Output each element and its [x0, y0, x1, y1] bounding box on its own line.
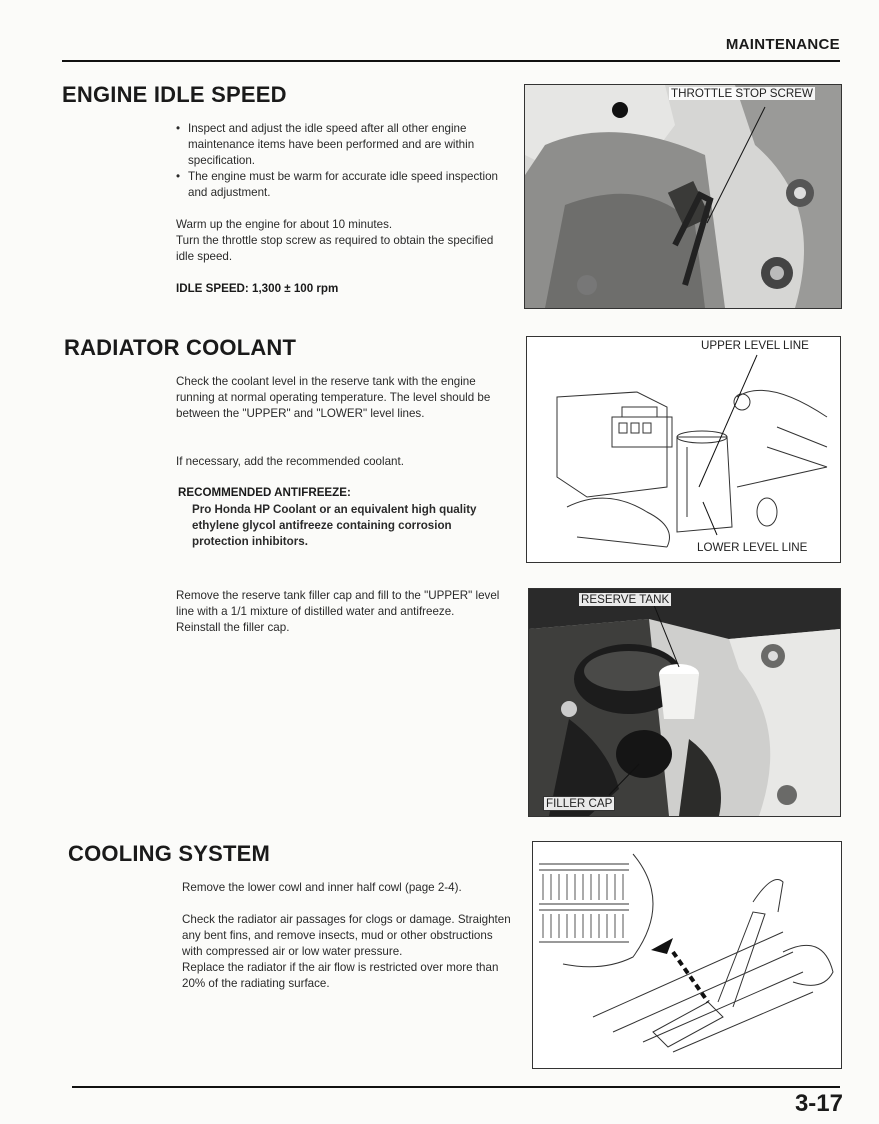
throttle-photo — [524, 84, 842, 309]
upper-level-line-label: UPPER LEVEL LINE — [701, 339, 809, 352]
idle-speed-spec: IDLE SPEED: 1,300 ± 100 rpm — [176, 282, 339, 295]
reserve-tank-drawing — [527, 337, 840, 562]
adjust-text: Turn the throttle stop screw as required to obtain the specified idle speed. — [176, 234, 494, 263]
radiator-coolant-title: RADIATOR COOLANT — [64, 335, 297, 360]
page-number: 3-17 — [794, 1090, 843, 1117]
reserve-tank-photo — [528, 588, 841, 817]
level-lines-figure — [526, 336, 841, 563]
check-passages-text: Check the radiator air passages for clogs or damage. Straighten any bent fins, and remove insects, mud or other obstructions with compressed air or low water pressure. — [182, 913, 511, 958]
coolant-add-text: If necessary, add the recommended coolant. — [176, 455, 404, 468]
reinstall-cap-text: Reinstall the filler cap. — [176, 621, 290, 634]
cooling-system-title: COOLING SYSTEM — [68, 841, 271, 866]
engine-idle-title: ENGINE IDLE SPEED — [62, 82, 287, 107]
throttle-stop-screw-label: THROTTLE STOP SCREW — [671, 87, 813, 100]
antifreeze-heading: RECOMMENDED ANTIFREEZE: — [178, 486, 351, 499]
fill-instructions — [176, 588, 510, 636]
reserve-tank-photo-graphic — [529, 589, 840, 816]
replace-radiator-text: Replace the radiator if the air flow is restricted over more than 20% of the radiating surface. — [182, 961, 499, 990]
bullet-item: • The engine must be warm for accurate idle speed inspection and adjustment. — [176, 169, 510, 201]
engine-idle-body — [176, 217, 510, 265]
fill-text: Remove the reserve tank filler cap and fill to the "UPPER" level line with a 1/1 mixture of distilled water and antifreeze. — [176, 589, 500, 618]
antifreeze-text: Pro Honda HP Coolant or an equivalent high quality ethylene glycol antifreeze containing corrosion protection inhibitors. — [192, 503, 477, 548]
lower-level-line-label: LOWER LEVEL LINE — [697, 541, 808, 554]
engine-idle-notes — [176, 121, 510, 201]
header-rule — [62, 60, 840, 62]
filler-cap-label: FILLER CAP — [543, 796, 615, 811]
reserve-tank-label: RESERVE TANK — [581, 593, 670, 606]
engine-idle-bullets — [176, 121, 510, 201]
coolant-check-text: Check the coolant level in the reserve tank with the engine running at normal operating temperature. The level should be between the "UPPER" and "LOWER" level lines. — [176, 375, 491, 420]
warmup-text: Warm up the engine for about 10 minutes. — [176, 218, 393, 231]
cooling-instructions — [182, 912, 514, 992]
footer-rule — [72, 1086, 840, 1088]
remove-cowl-text: Remove the lower cowl and inner half cowl (page 2-4). — [182, 881, 462, 894]
bullet-item: • Inspect and adjust the idle speed after all other engine maintenance items have been performed and are within specification. — [176, 121, 510, 169]
radiator-fins-figure — [532, 841, 842, 1069]
section-header: MAINTENANCE — [725, 36, 840, 53]
radiator-fins-drawing — [533, 842, 841, 1068]
throttle-photo-graphic — [525, 85, 841, 308]
